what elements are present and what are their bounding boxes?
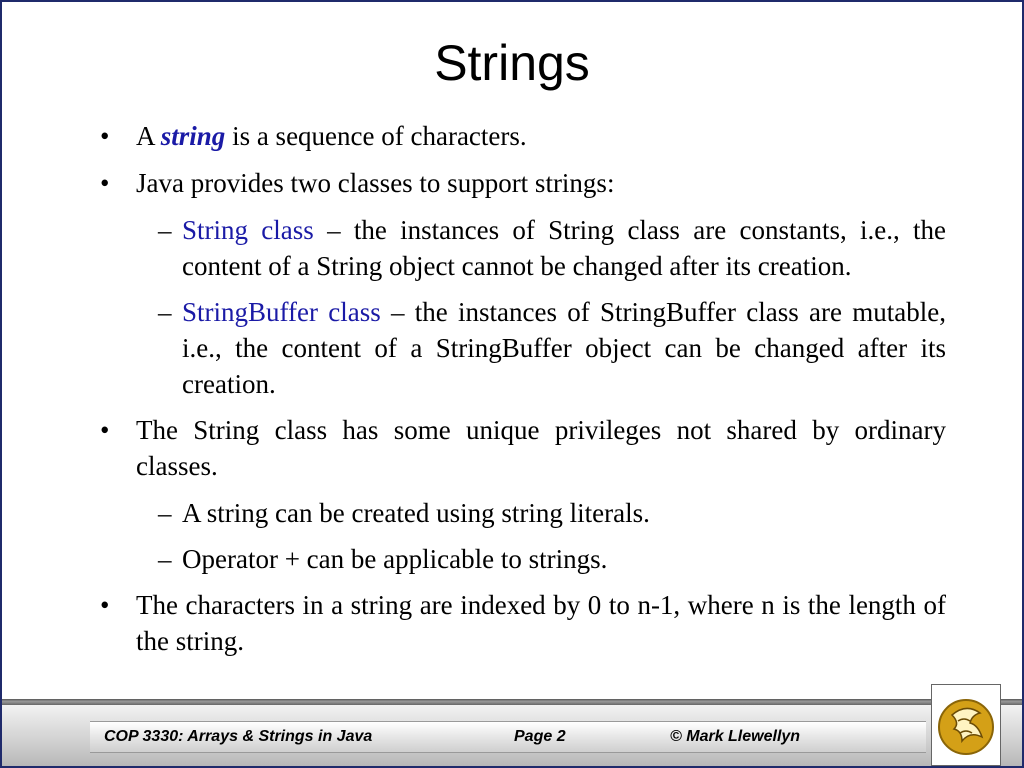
- sub-bullet-text: A string can be created using string literals.: [182, 498, 650, 528]
- term-label: String class: [182, 215, 314, 245]
- bullet-mark: •: [100, 590, 110, 620]
- sub-bullet-text: – the instances of String class are constants, i.e., the content of a String object cannot be changed after its creation.: [182, 215, 946, 281]
- sub-bullet-item: [100, 495, 946, 531]
- bullet-text: The String class has some unique privileges not shared by ordinary classes.: [136, 415, 946, 481]
- emphasis-term: string: [160, 121, 226, 151]
- bullet-text: Java provides two classes to support strings:: [136, 168, 615, 198]
- pegasus-logo-graphic: [932, 685, 1000, 765]
- bullet-text: A: [136, 121, 161, 151]
- dash-mark: –: [158, 297, 172, 327]
- slide-title: Strings: [434, 35, 590, 91]
- footer-bar: [90, 721, 926, 753]
- dash-mark: –: [158, 215, 172, 245]
- bullet-item: [100, 118, 946, 154]
- sub-bullet-item: [100, 541, 946, 577]
- bullet-text: is a sequence of characters.: [225, 121, 527, 151]
- bullet-mark: •: [100, 168, 110, 198]
- term-label: StringBuffer class: [182, 297, 381, 327]
- sub-bullet-item: [100, 294, 946, 402]
- bullet-item: [100, 587, 946, 659]
- slide-content: [100, 118, 946, 670]
- bullet-mark: •: [100, 121, 110, 151]
- dash-mark: –: [158, 544, 172, 574]
- bullet-text: The characters in a string are indexed by 0 to n-1, where n is the length of the string.: [136, 590, 946, 656]
- bullet-item: [100, 412, 946, 484]
- sub-bullet-text: – the instances of StringBuffer class are mutable, i.e., the content of a StringBuffer object can be changed after its creation.: [182, 297, 946, 399]
- footer-author: © Mark Llewellyn: [670, 728, 801, 745]
- footer-page-number: Page 2: [514, 728, 566, 745]
- dash-mark: –: [158, 498, 172, 528]
- sub-bullet-text: Operator + can be applicable to strings.: [182, 544, 608, 574]
- footer-course: COP 3330: Arrays & Strings in Java: [104, 728, 373, 745]
- sub-bullet-item: [100, 212, 946, 284]
- bullet-mark: •: [100, 415, 110, 445]
- bullet-item: [100, 165, 946, 201]
- pegasus-logo-icon: [931, 684, 1001, 766]
